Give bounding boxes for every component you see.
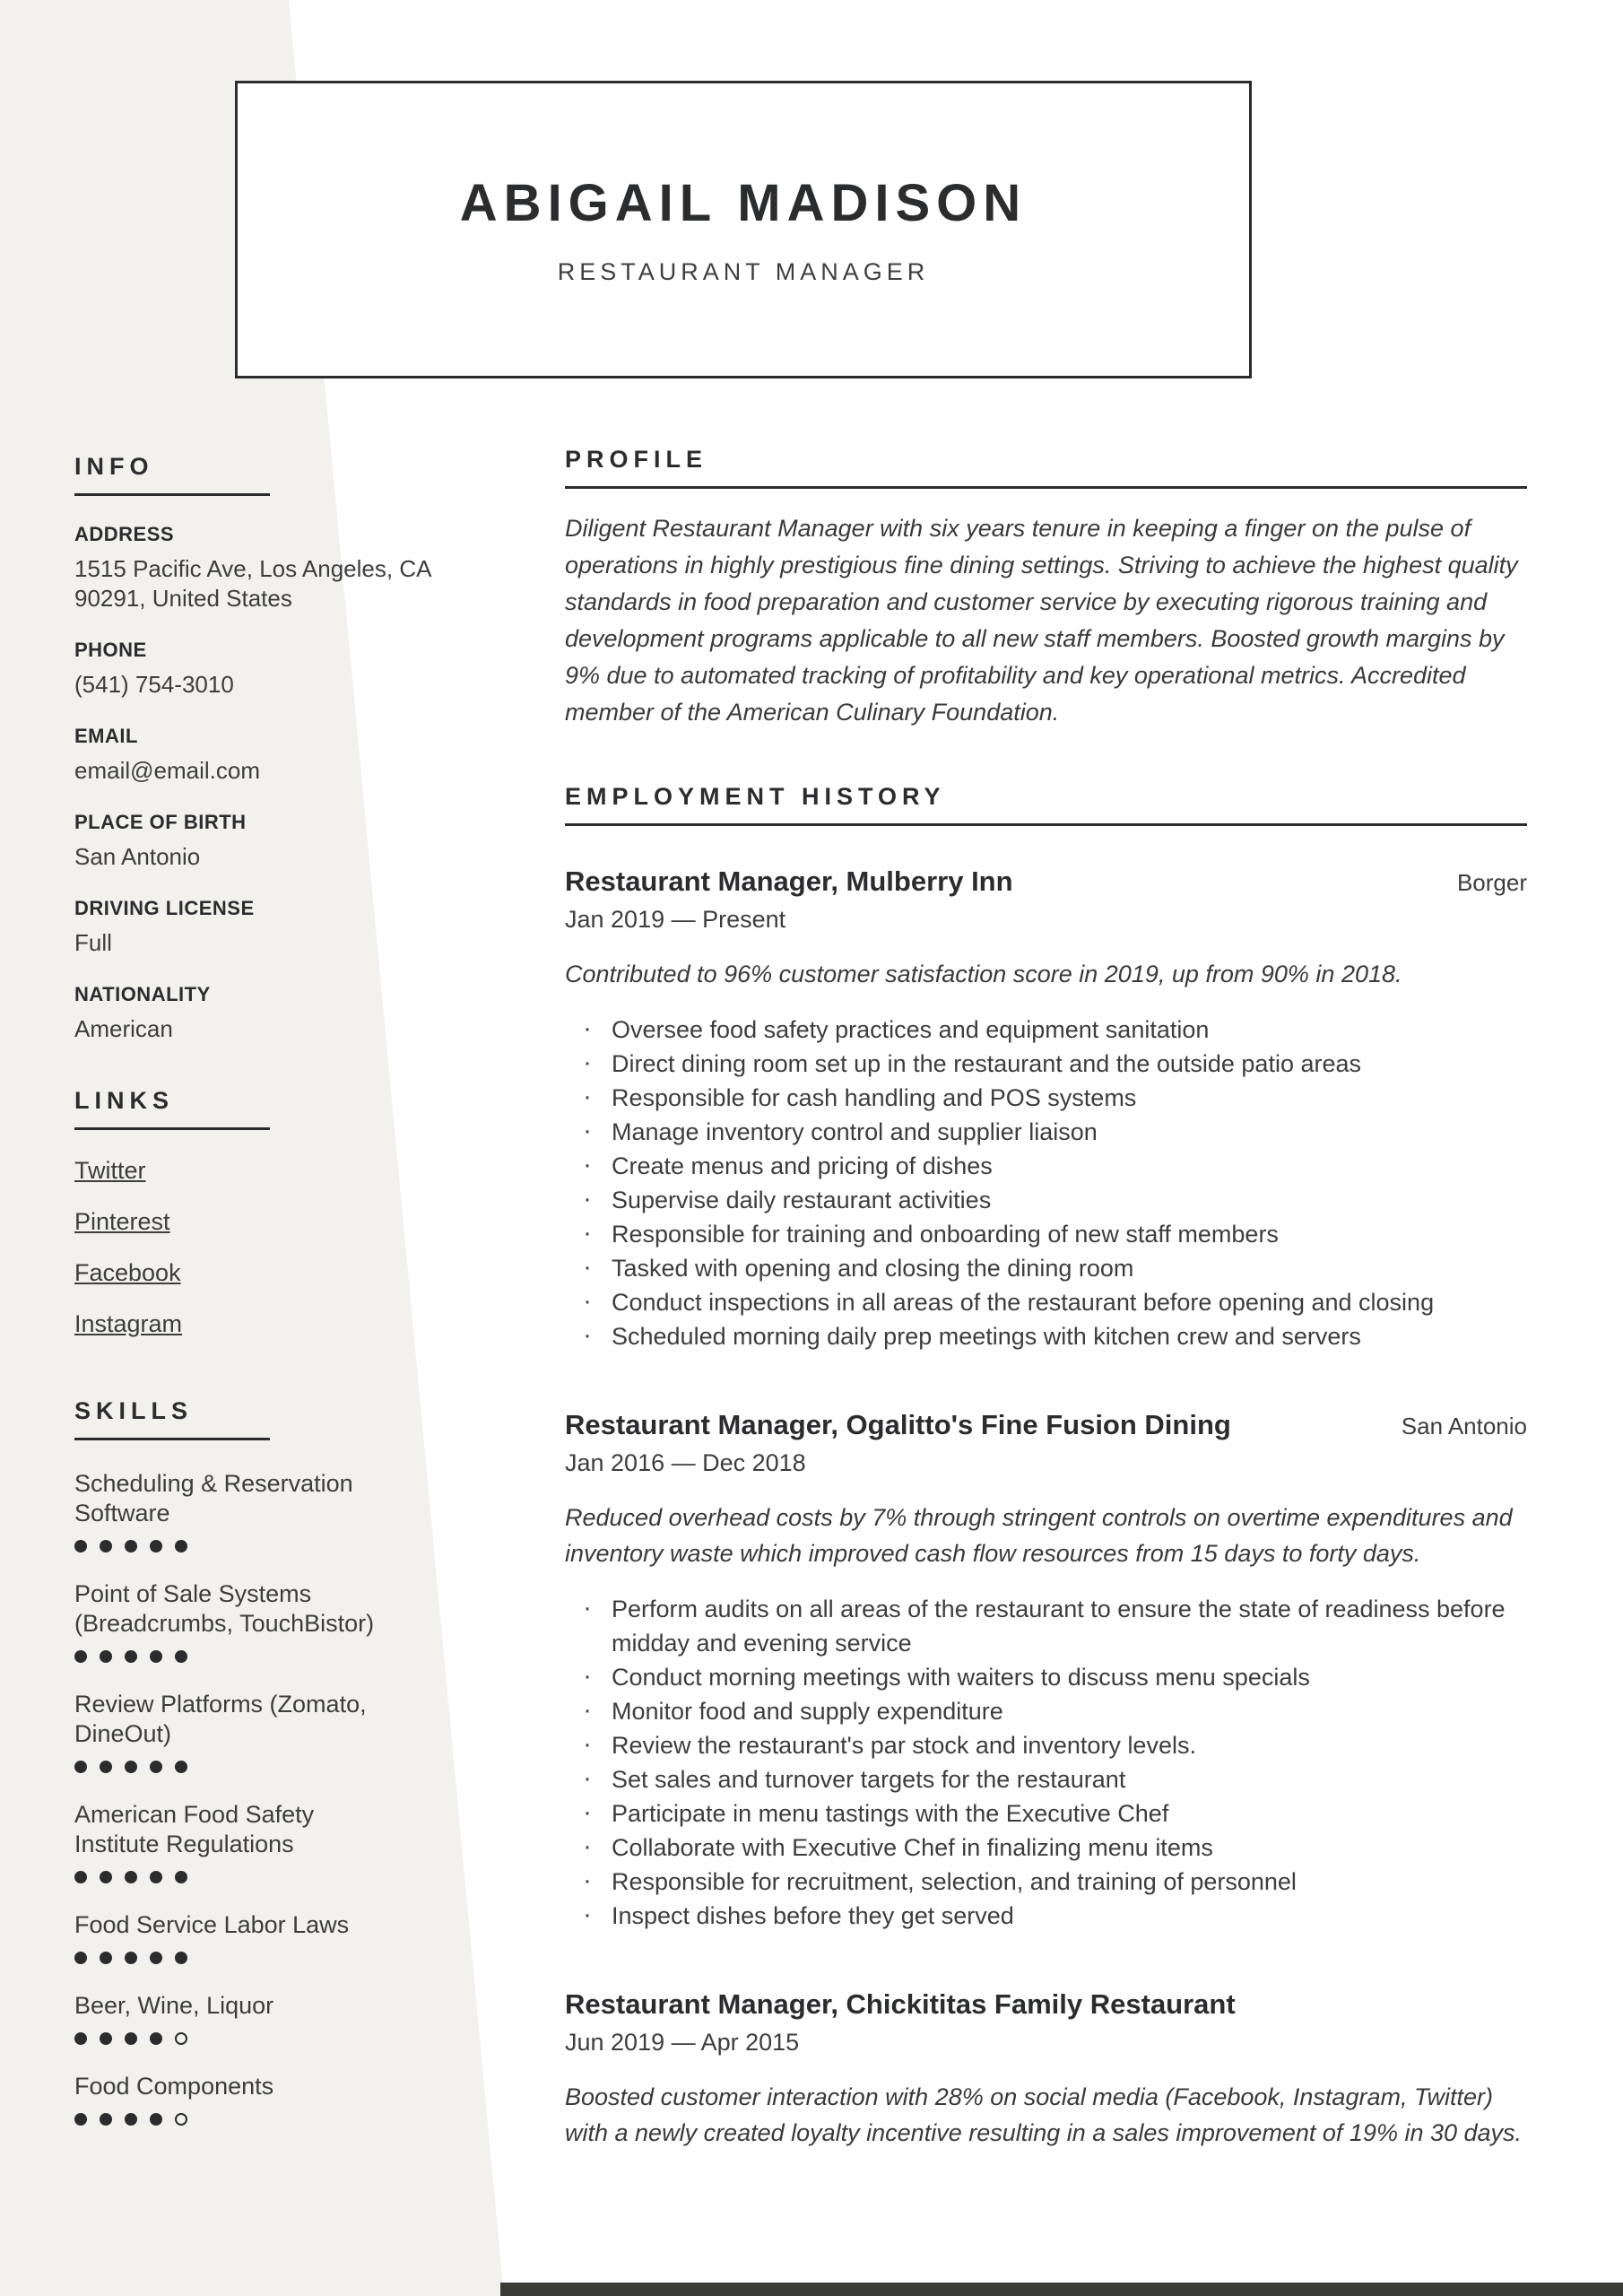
bullet-text: Set sales and turnover targets for the restaurant [612,1766,1126,1793]
bullet-icon: · [583,1150,592,1179]
skill-dot-filled [100,2113,112,2126]
bullet-text: Conduct morning meetings with waiters to discuss menu specials [612,1664,1310,1691]
skill-dot-filled [175,1650,187,1663]
bullet-icon: · [583,1082,592,1111]
info-fields [74,523,456,1044]
bullet-text: Supervise daily restaurant activities [612,1187,992,1213]
bullet-icon: · [583,1218,592,1248]
bullet-icon: · [583,1048,592,1077]
job-dates: Jun 2019 — Apr 2015 [565,2029,800,2056]
field-nationality [74,983,456,1044]
employment-heading: EMPLOYMENT HISTORY [565,783,1527,826]
bullet-text: Review the restaurant's par stock and inventory levels. [612,1732,1196,1759]
name-header-box [235,81,1252,378]
skill-dot-filled [74,2113,87,2126]
field-email [74,725,456,786]
skill-dot-empty [175,2032,187,2045]
skill-dot-filled [100,1540,112,1552]
field-label: NATIONALITY [74,983,211,1005]
bullet-item [565,1865,1527,1899]
job-header [565,1988,1527,2021]
bullet-item [565,1013,1527,1047]
skill-dot-filled [125,1871,137,1883]
bullet-text: Responsible for recruitment, selection, and training of personnel [612,1868,1297,1895]
bullet-icon: · [583,1729,592,1759]
skills-heading: SKILLS [74,1397,270,1440]
bullet-icon: · [583,1286,592,1316]
job-entry-ogalittos [565,1409,1527,1933]
skill-dot-filled [100,1952,112,1964]
field-driving-license [74,897,456,958]
bullet-item [565,1047,1527,1081]
employment-section [565,783,1527,2151]
field-label: EMAIL [74,725,138,747]
field-label: PHONE [74,639,147,661]
skill-item [74,1910,456,1964]
skill-dot-filled [74,1761,87,1773]
skill-label: Review Platforms (Zomato, DineOut) [74,1691,367,1747]
skill-dot-empty [175,2113,187,2126]
bullet-item [565,1149,1527,1183]
skill-dot-filled [125,1540,137,1552]
bullet-item [565,1694,1527,1728]
skill-level-dots [74,1761,456,1773]
bullet-text: Monitor food and supply expenditure [612,1698,1003,1725]
job-title: Restaurant Manager, Mulberry Inn [565,865,1013,897]
bullet-item [565,1081,1527,1115]
skill-dot-filled [100,1761,112,1773]
bullet-text: Inspect dishes before they get served [612,1902,1014,1929]
bullet-text: Tasked with opening and closing the dining room [612,1255,1134,1282]
footer-accent-bar [500,2283,1623,2296]
main-column [565,446,1527,2151]
bullet-text: Manage inventory control and supplier liaison [612,1118,1098,1145]
field-value: (541) 754-3010 [74,671,234,698]
job-location: Borger [1456,869,1527,896]
link-instagram[interactable]: Instagram [74,1310,183,1337]
skill-dot-filled [74,1952,87,1964]
skill-dot-filled [175,1871,187,1883]
field-label: ADDRESS [74,523,175,545]
skill-level-dots [74,1650,456,1663]
job-bullet-list [565,1013,1527,1353]
skill-dot-filled [150,2032,162,2045]
skill-level-dots [74,2032,456,2045]
skill-dot-filled [100,2032,112,2045]
skill-dot-filled [175,1952,187,1964]
skill-dot-filled [74,1540,87,1552]
skill-dot-filled [125,2032,137,2045]
bullet-icon: · [583,1695,592,1725]
skill-dot-filled [150,1761,162,1773]
skill-dot-filled [100,1650,112,1663]
skill-item [74,1469,456,1552]
skill-level-dots [74,1540,456,1552]
skills-section [74,1397,456,2126]
skill-item [74,1800,456,1883]
bullet-item [565,1728,1527,1762]
skill-level-dots [74,1952,456,1964]
bullet-item [565,1660,1527,1694]
field-value: Full [74,929,112,956]
skill-dot-filled [74,1871,87,1883]
job-title: Restaurant Manager, Ogalitto's Fine Fusion Dining [565,1409,1231,1440]
info-section [74,453,456,1044]
bullet-text: Scheduled morning daily prep meetings with kitchen crew and servers [612,1323,1361,1350]
links-list [74,1157,456,1361]
bullet-item [565,1217,1527,1251]
skill-dot-filled [150,1650,162,1663]
skill-dot-filled [74,2032,87,2045]
bullet-item [565,1285,1527,1319]
skill-label: Beer, Wine, Liquor [74,1992,274,2019]
job-bullet-list [565,1592,1527,1933]
skill-item [74,1991,456,2045]
skill-dot-filled [150,1540,162,1552]
bullet-icon: · [583,1797,592,1827]
bullet-item [565,1899,1527,1933]
skill-label: Scheduling & Reservation Software [74,1470,353,1526]
skill-item [74,1690,456,1773]
job-title: Restaurant Manager, Chickititas Family Restaurant [565,1988,1236,2020]
bullet-text: Oversee food safety practices and equipment sanitation [612,1016,1210,1043]
bullet-icon: · [583,1593,592,1622]
job-entry-chickititas [565,1988,1527,2151]
bullet-text: Perform audits on all areas of the restaurant to ensure the state of readiness before midday and evening service [612,1596,1506,1657]
candidate-job-title: RESTAURANT MANAGER [557,258,930,285]
skill-label: American Food Safety Institute Regulations [74,1801,315,1857]
bullet-text: Direct dining room set up in the restaurant and the outside patio areas [612,1050,1361,1077]
link-twitter[interactable]: Twitter [74,1157,146,1184]
skill-item [74,1579,456,1663]
skill-label: Point of Sale Systems (Breadcrumbs, TouchBistor) [74,1580,375,1637]
skill-dot-filled [175,1540,187,1552]
bullet-item [565,1592,1527,1660]
bullet-icon: · [583,1252,592,1282]
skill-dot-filled [150,2113,162,2126]
job-header [565,865,1527,898]
skill-dot-filled [150,1952,162,1964]
job-location: San Antonio [1401,1413,1527,1439]
field-label: PLACE OF BIRTH [74,811,247,833]
candidate-name: ABIGAIL MADISON [459,174,1028,232]
links-section [74,1087,456,1361]
bullet-icon: · [583,1013,592,1043]
job-header [565,1409,1527,1441]
bullet-item [565,1796,1527,1831]
skill-label: Food Service Labor Laws [74,1911,350,1938]
field-address [74,523,456,613]
link-pinterest[interactable]: Pinterest [74,1208,170,1235]
bullet-icon: · [583,1866,592,1895]
profile-text: Diligent Restaurant Manager with six years tenure in keeping a finger on the pulse of operations in highly prestigious fine dining settings. Striving to achieve the highest quality standards in food preparation and customer service by executing rigorous training and development programs applicable to all new staff members. Boosted growth margins by 9% due to automated tracking of profitability and key operational metrics. Accredited member of the American Culinary Foundation. [565,515,1518,726]
bullet-icon: · [583,1116,592,1145]
bullet-icon: · [583,1320,592,1350]
field-phone [74,639,456,700]
field-place-of-birth [74,811,456,872]
bullet-item [565,1183,1527,1217]
job-summary: Reduced overhead costs by 7% through stringent controls on overtime expenditures and inventory waste which improved cash flow resources from 15 days to forty days. [565,1504,1513,1567]
bullet-item [565,1319,1527,1353]
bullet-icon: · [583,1831,592,1861]
skill-dot-filled [100,1871,112,1883]
skill-dot-filled [125,1761,137,1773]
field-value: San Antonio [74,843,201,870]
skill-level-dots [74,2113,456,2126]
info-heading: INFO [74,453,270,496]
skill-item [74,2072,456,2126]
links-heading: LINKS [74,1087,270,1130]
bullet-item [565,1831,1527,1865]
bullet-icon: · [583,1184,592,1213]
job-dates: Jan 2016 — Dec 2018 [565,1449,806,1476]
link-facebook[interactable]: Facebook [74,1259,181,1286]
bullet-icon: · [583,1900,592,1929]
job-summary: Boosted customer interaction with 28% on social media (Facebook, Instagram, Twitter) with a newly created loyalty incentive resulting in a sales improvement of 19% in 30 days. [565,2083,1523,2146]
bullet-text: Create menus and pricing of dishes [612,1152,993,1179]
profile-section [565,446,1527,731]
job-entry-mulberry-inn [565,865,1527,1353]
job-dates: Jan 2019 — Present [565,906,786,933]
skill-dot-filled [74,1650,87,1663]
bullet-text: Responsible for cash handling and POS systems [612,1084,1137,1111]
skill-dot-filled [150,1871,162,1883]
field-value: American [74,1015,173,1042]
skills-list [74,1469,456,2126]
field-label: DRIVING LICENSE [74,897,255,919]
skill-label: Food Components [74,2073,274,2100]
skill-level-dots [74,1871,456,1883]
bullet-icon: · [583,1763,592,1793]
skill-dot-filled [125,2113,137,2126]
field-value: 1515 Pacific Ave, Los Angeles, CA [74,555,432,582]
sidebar [74,453,456,2152]
bullet-text: Conduct inspections in all areas of the restaurant before opening and closing [612,1289,1435,1316]
bullet-text: Responsible for training and onboarding of new staff members [612,1221,1279,1248]
bullet-item [565,1251,1527,1285]
bullet-item [565,1762,1527,1796]
profile-heading: PROFILE [565,446,1527,489]
bullet-text: Participate in menu tastings with the Executive Chef [612,1800,1169,1827]
skill-dot-filled [125,1952,137,1964]
job-summary: Contributed to 96% customer satisfaction score in 2019, up from 90% in 2018. [565,961,1402,987]
field-value: 90291, United States [74,585,292,612]
bullet-item [565,1115,1527,1149]
skill-dot-filled [175,1761,187,1773]
bullet-icon: · [583,1661,592,1691]
skill-dot-filled [125,1650,137,1663]
bullet-text: Collaborate with Executive Chef in finalizing menu items [612,1834,1213,1861]
field-value: email@email.com [74,757,260,784]
